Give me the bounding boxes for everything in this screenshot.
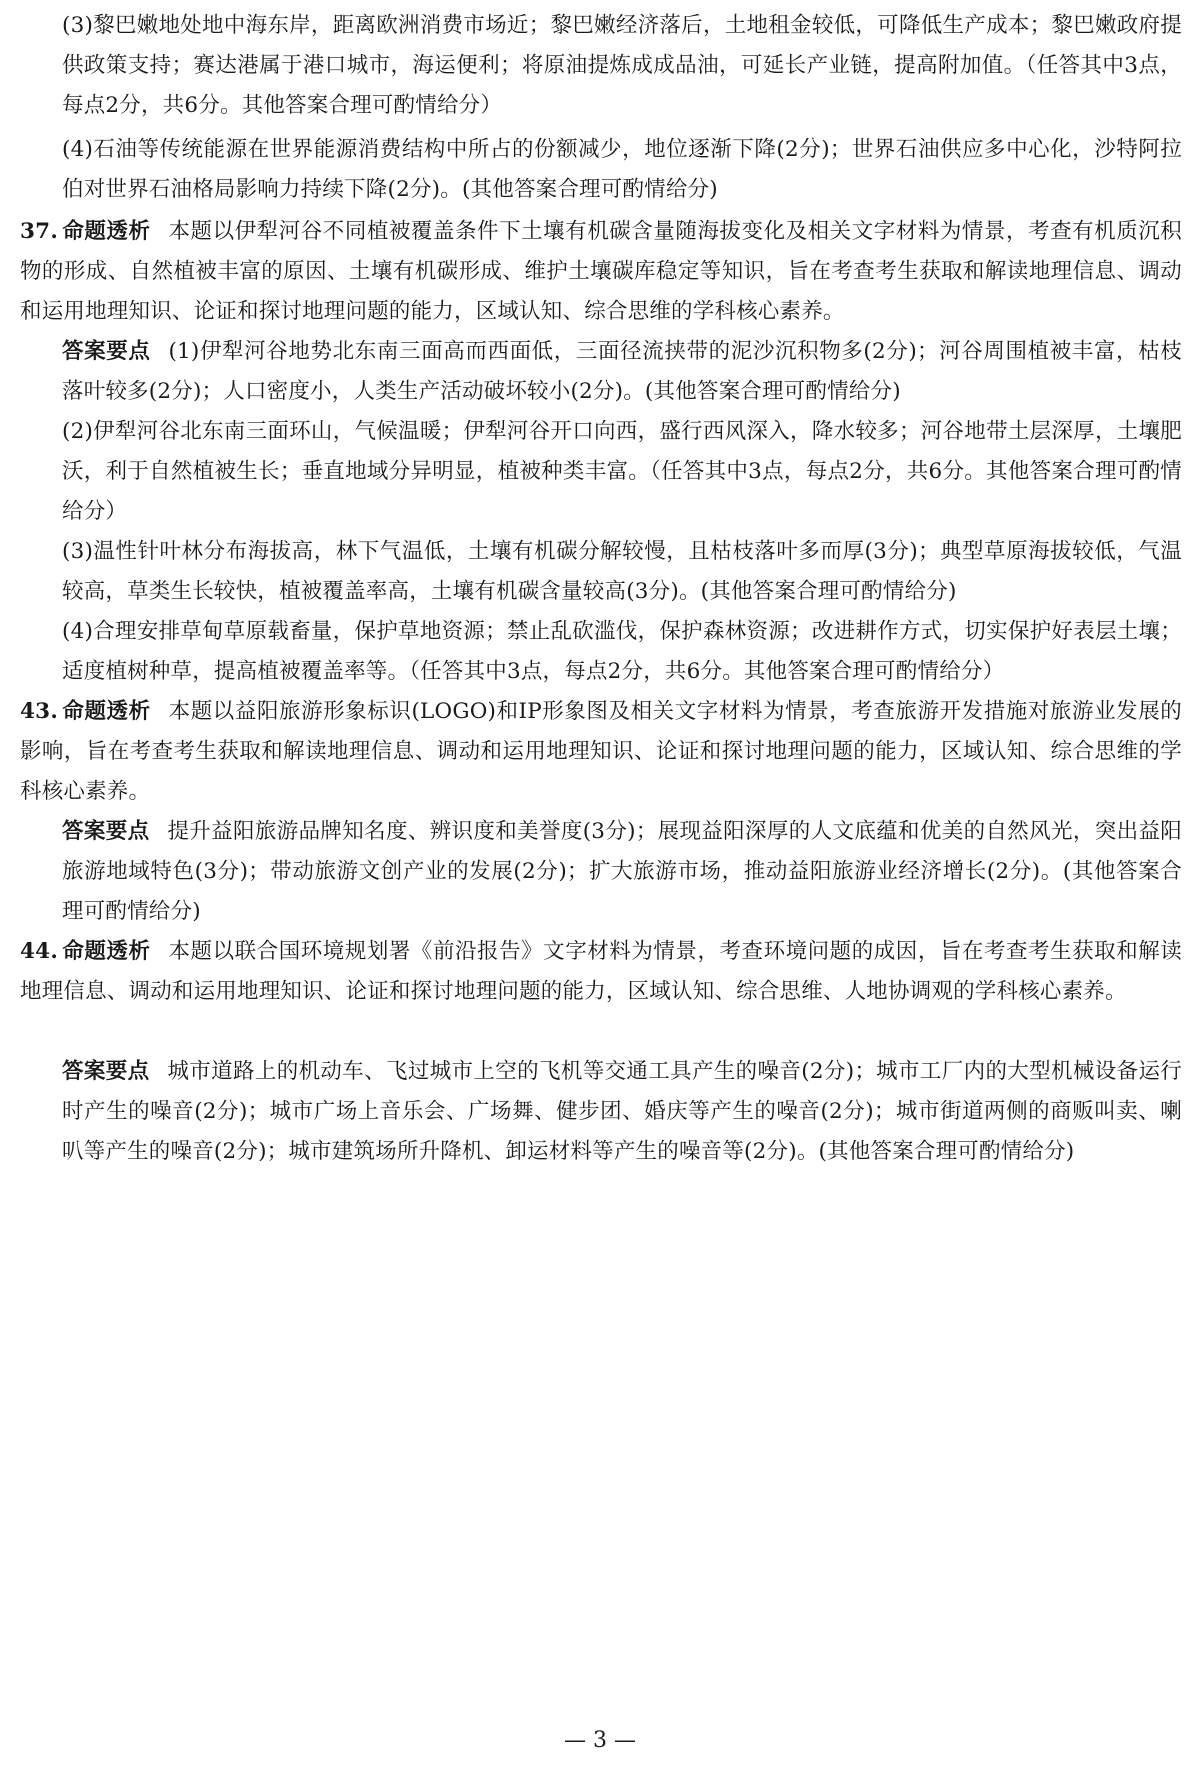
paragraph-text: (4)石油等传统能源在世界能源消费结构中所占的份额减少，地位逐渐下降(2分)；世界石油供应多中心化，沙特阿拉伯对世界石油格局影响力持续下降(2分)。(其他答案合理可酌情给分) bbox=[62, 137, 1182, 202]
question-number: 44. bbox=[20, 939, 59, 964]
question-37-answer-2 bbox=[62, 412, 1182, 532]
paragraph-text: 本题以益阳旅游形象标识(LOGO)和IP形象图及相关文字材料为情景，考查旅游开发措施对旅游业发展的影响，旨在考查考生获取和解读地理信息、调动和运用地理知识、论证和探讨地理问题的能力，区域认知、综合思维的学科核心素养。 bbox=[20, 699, 1182, 804]
answer-36-4 bbox=[62, 130, 1182, 210]
question-37-answer-1 bbox=[62, 332, 1182, 412]
section-label: 答案要点 bbox=[62, 1059, 150, 1084]
question-43-answer bbox=[62, 812, 1182, 932]
question-37-answer-3 bbox=[62, 532, 1182, 612]
section-label: 命题透析 bbox=[62, 939, 151, 964]
paragraph-text: (4)合理安排草甸草原载畜量，保护草地资源；禁止乱砍滥伐，保护森林资源；改进耕作方式，切实保护好表层土壤；适度植树种草，提高植被覆盖率等。（任答其中3点，每点2分，共6分。其他答案合理可酌情给分） bbox=[62, 619, 1182, 684]
answer-36-3 bbox=[62, 6, 1182, 126]
paragraph-text: (3)黎巴嫩地处地中海东岸，距离欧洲消费市场近；黎巴嫩经济落后，土地租金较低，可降低生产成本；黎巴嫩政府提供政策支持；赛达港属于港口城市，海运便利；将原油提炼成成品油，可延长产业链，提高附加值。（任答其中3点，每点2分，共6分。其他答案合理可酌情给分） bbox=[62, 13, 1182, 118]
paragraph-text: 提升益阳旅游品牌知名度、辨识度和美誉度(3分)；展现益阳深厚的人文底蕴和优美的自然风光，突出益阳旅游地域特色(3分)；带动旅游文创产业的发展(2分)；扩大旅游市场，推动益阳旅游业经济增长(2分)。(其他答案合理可酌情给分) bbox=[62, 819, 1182, 924]
question-37-answer-4 bbox=[62, 612, 1182, 692]
section-label: 答案要点 bbox=[62, 339, 151, 364]
question-44-answer bbox=[62, 1052, 1182, 1172]
question-number: 43. bbox=[20, 699, 59, 724]
paragraph-text: (1)伊犁河谷地势北东南三面高而西面低，三面径流挟带的泥沙沉积物多(2分)；河谷周围植被丰富，枯枝落叶较多(2分)；人口密度小，人类生产活动破坏较小(2分)。(其他答案合理可酌情给分) bbox=[62, 339, 1182, 404]
page-number: — 3 — bbox=[564, 1728, 636, 1753]
paragraph-text: 本题以联合国环境规划署《前沿报告》文字材料为情景，考查环境问题的成因，旨在考查考生获取和解读地理信息、调动和运用地理知识、论证和探讨地理问题的能力，区域认知、综合思维、人地协调观的学科核心素养。 bbox=[20, 939, 1182, 1004]
paragraph-text: (2)伊犁河谷北东南三面环山，气候温暖；伊犁河谷开口向西，盛行西风深入，降水较多；河谷地带土层深厚，土壤肥沃，利于自然植被生长；垂直地域分异明显，植被种类丰富。（任答其中3点，每点2分，共6分。其他答案合理可酌情给分） bbox=[62, 419, 1182, 524]
section-label: 命题透析 bbox=[62, 219, 151, 244]
section-label: 答案要点 bbox=[62, 819, 150, 844]
paragraph-text: (3)温性针叶林分布海拔高，林下气温低，土壤有机碳分解较慢，且枯枝落叶多而厚(3分)；典型草原海拔较低，气温较高，草类生长较快，植被覆盖率高，土壤有机碳含量较高(3分)。(其他答案合理可酌情给分) bbox=[62, 539, 1182, 604]
paragraph-text: 本题以伊犁河谷不同植被覆盖条件下土壤有机碳含量随海拔变化及相关文字材料为情景，考查有机质沉积物的形成、自然植被丰富的原因、土壤有机碳形成、维护土壤碳库稳定等知识，旨在考查考生获取和解读地理信息、调动和运用地理知识、论证和探讨地理问题的能力，区域认知、综合思维的学科核心素养。 bbox=[20, 219, 1182, 324]
section-label: 命题透析 bbox=[62, 699, 151, 724]
question-number: 37. bbox=[20, 219, 59, 244]
paragraph-text: 城市道路上的机动车、飞过城市上空的飞机等交通工具产生的噪音(2分)；城市工厂内的大型机械设备运行时产生的噪音(2分)；城市广场上音乐会、广场舞、健步团、婚庆等产生的噪音(2分)；城市街道两侧的商贩叫卖、喇叭等产生的噪音(2分)；城市建筑场所升降机、卸运材料等产生的噪音等(2分)。(其他答案合理可酌情给分) bbox=[62, 1059, 1182, 1164]
question-43-analysis bbox=[20, 692, 1182, 812]
question-44-analysis bbox=[20, 932, 1182, 1012]
question-37-analysis bbox=[20, 212, 1182, 332]
